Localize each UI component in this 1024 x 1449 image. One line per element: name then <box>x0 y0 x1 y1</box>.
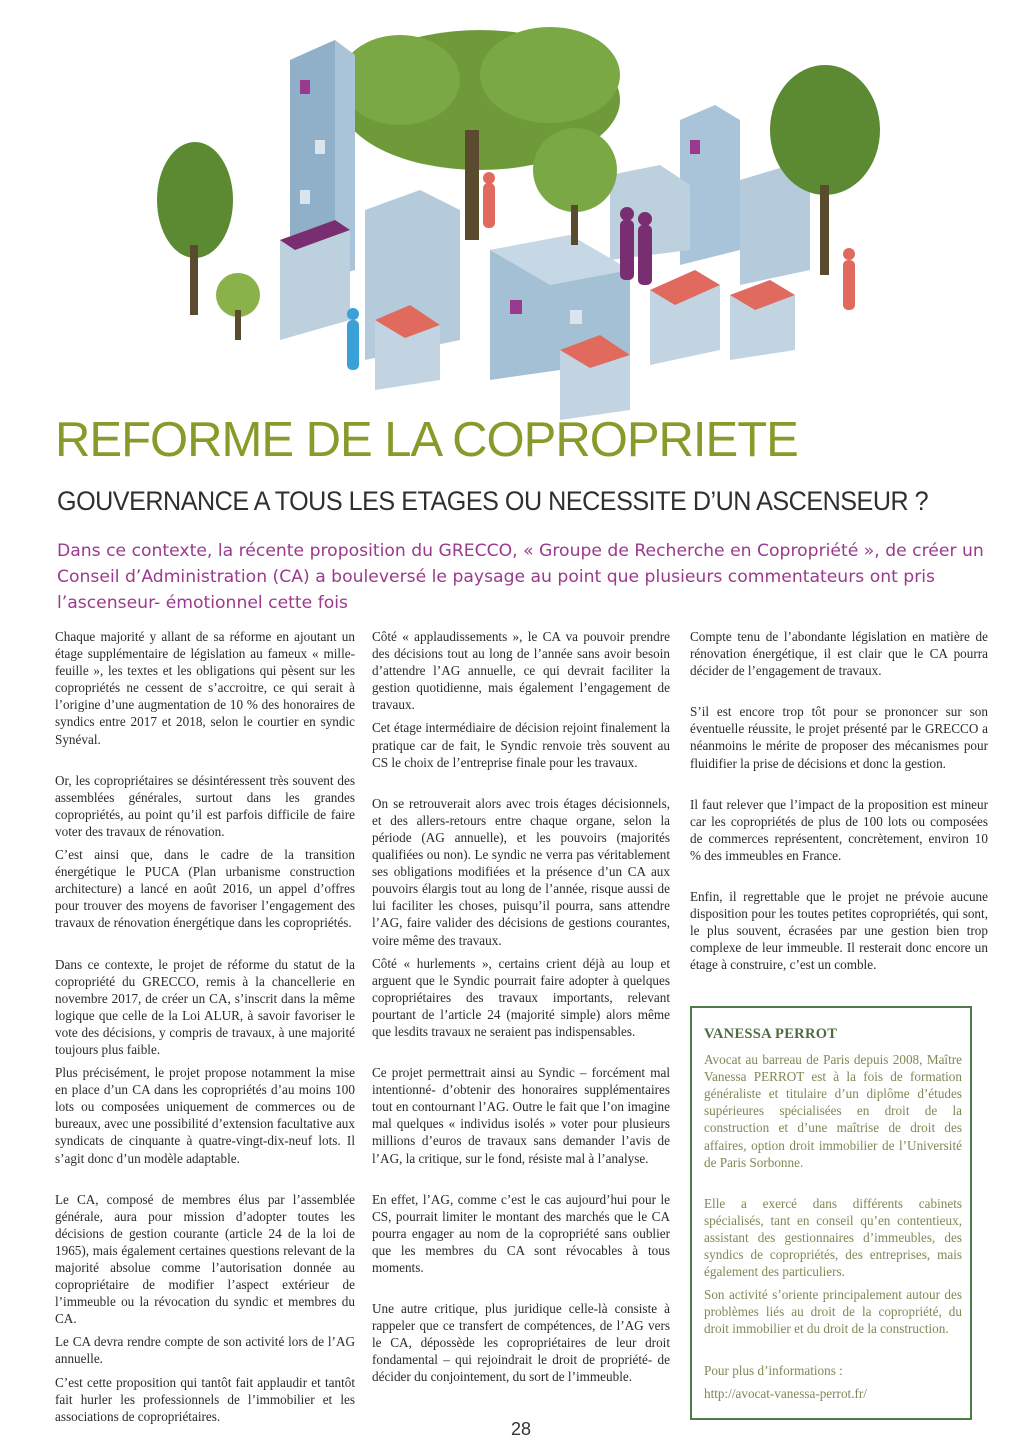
paragraph: Une autre critique, plus juridique celle-là consiste à rappeler que ce transfert de compétences, de l’AG vers le CA, dépossède les copropriétaires de leur droit fondamental – qui rejoindrait le droit de propriété- de décider du conjointement, du sort de l’immeuble. <box>372 1301 670 1385</box>
paragraph: Côté « hurlements », certains crient déjà au loup et arguent que le Syndic pourrait faire adopter à quelques copropriétaires des travaux importants, relevant pourtant de l’article 24 (majorité simple) alors même que lesdits travaux ne seraient pas indispensables. <box>372 955 670 1039</box>
paragraph: Enfin, il regrettable que le projet ne prévoie aucune disposition pour les toutes petites copropriétés, qui sont, le plus souvent, écrasées par une gestion bien trop complexe de leur immeuble. Il resterait donc encore un étage à construire, c’est un comble. <box>690 889 988 973</box>
author-name: VANESSA PERROT <box>704 1026 838 1042</box>
paragraph: Compte tenu de l’abondante législation en matière de rénovation énergétique, il est clair que le CA pourra décider de l’engagement de travaux. <box>690 629 988 679</box>
text-column-3 <box>690 628 988 974</box>
author-bio: Elle a exercé dans différents cabinets spécialisés, tant en conseil qu’en contentieux, assistant des gestionnaires d’immeubles, des syndics de copropriétés, des entreprises, mais également des particuliers. <box>704 1195 962 1280</box>
page-number: 28 <box>511 1419 532 1439</box>
paragraph: On se retrouverait alors avec trois étages décisionnels, et des allers-retours entre chaque organe, selon la période (AG annuelle), et les pouvoirs (majorités qualifiées ou non). Le syndic ne verra pas véritablement ses obligations modifiées et la présence d’un CA aux pouvoirs élargis tout au long de l’année, risque aussi de lui faciliter les choses, puisqu’il pourra, sans attendre l’AG, faire valider des décisions de gestions courantes, voire même des travaux. <box>372 795 670 948</box>
paragraph: Le CA, composé de membres élus par l’assemblée générale, aura pour mission d’adopter toutes les décisions de gestion courante (article 24 de la loi de 1965), mais également certaines questions relevant de la majorité absolue comme l’autorisation donnée au copropriétaire de modifier l’aspect extérieur de l’immeuble ou la révocation du syndic et membres du CA. <box>55 1191 355 1327</box>
paragraph: En effet, l’AG, comme c’est le cas aujourd’hui pour le CS, pourrait limiter le montant des marchés que le CA pourra engager au nom de la copropriété sans oublier que les membres du CA sont révocables à tous moments. <box>372 1191 670 1275</box>
paragraph: S’il est encore trop tôt pour se prononcer sur son éventuelle réussite, le projet présenté par le GRECCO a néanmoins le mérite de proposer des mécanismes pour fluidifier la prise de décisions et donc la gestion. <box>690 704 988 771</box>
author-bio: Avocat au barreau de Paris depuis 2008, Maître Vanessa PERROT est à la fois de formation généraliste et titulaire d’un diplôme d’études supérieures spécialisées en droit de la construction et d’une maîtrise de droit des affaires, option droit immobilier de l’Université de Paris Sorbonne. <box>704 1052 962 1170</box>
page-title: REFORME DE LA COPROPRIETE <box>55 413 798 467</box>
paragraph: Ce projet permettrait ainsi au Syndic – forcément mal intentionné- d’obtenir des honoraires supplémentaires tout en contournant l’AG. Outre le fait que l’on imagine mal quelques « individus isolés » voter pour plusieurs millions d’euros de travaux sans demander l’avis de l’AG, la critique, sur le fond, résiste mal à l’analyse. <box>372 1065 670 1166</box>
paragraph: C’est cette proposition qui tantôt fait applaudir et tantôt fait hurler les professionnels de l’immobilier et les associations de copropriétaires. <box>55 1374 355 1424</box>
author-box <box>690 1006 972 1420</box>
author-bio: Son activité s’oriente principalement autour des problèmes liés au droit de la copropriété, du droit immobilier et du droit de la construction. <box>704 1287 962 1337</box>
page-subtitle: GOUVERNANCE A TOUS LES ETAGES OU NECESSITE D’UN ASCENSEUR ? <box>57 486 929 516</box>
paragraph: Dans ce contexte, le projet de réforme du statut de la copropriété du GRECCO, remis à la chancellerie en novembre 2017, de créer un CA, s’inscrit dans la même logique que celle de la Loi ALUR, à savoir favoriser le vote des décisions, y compris de travaux, à une majorité toujours plus faible. <box>55 956 355 1057</box>
building-icon <box>280 220 350 340</box>
paragraph: Côté « applaudissements », le CA va pouvoir prendre des décisions tout au long de l’année sans avoir besoin d’attendre l’AG annuelle, ce qui devrait faciliter la gestion quotidienne, mais également l’engagement de travaux. <box>372 629 670 713</box>
author-website-link[interactable]: http://avocat-vanessa-perrot.fr/ <box>704 1385 867 1401</box>
city-illustration <box>150 20 890 420</box>
text-column-1 <box>55 628 355 1425</box>
paragraph: Plus précisément, le projet propose notamment la mise en place d’un CA dans les copropriétés d’au moins 100 lots ou composées uniquement de commerces ou de bureaux, avec une possibilité d’extension facultative aux syndicats de cinquante à quatre-vingt-dix-neuf lots. Il s’agit donc d’un modèle adaptable. <box>55 1065 355 1166</box>
tree-icon <box>157 142 260 340</box>
info-label: Pour plus d’informations : <box>704 1362 843 1378</box>
lead-paragraph: Dans ce contexte, la récente proposition du GRECCO, « Groupe de Recherche en Copropriété », de créer un Conseil d’Administration (CA) a bouleversé le paysage au point que plusieurs commentateurs ont pris l’ascenseur- émotionnel cette fois <box>57 541 984 613</box>
paragraph: Il faut relever que l’impact de la proposition est mineur car les copropriétés de plus de 100 lots ou composées de commerces représentent, concrètement, environ 10 % des immeubles en France. <box>690 796 988 863</box>
paragraph: Cet étage intermédiaire de décision rejoint finalement la pratique car de fait, le Syndic renvoie très souvent au CS le choix de l’entreprise finale pour les travaux. <box>372 720 670 770</box>
paragraph: C’est ainsi que, dans le cadre de la transition énergétique le PUCA (Plan urbanisme construction architecture) a lancé en août 2016, un appel d’offres pour trouver des moyens de favoriser l’engagement des travaux de rénovation énergétique dans les copropriétés. <box>55 847 355 931</box>
paragraph: Le CA devra rendre compte de son activité lors de l’AG annuelle. <box>55 1334 355 1367</box>
paragraph: Or, les copropriétaires se désintéressent très souvent des assemblées générales, surtout dans les grandes copropriétés, au point qu’il est parfois difficile de faire voter des travaux de rénovation. <box>55 772 355 839</box>
paragraph: Chaque majorité y allant de sa réforme en ajoutant un étage supplémentaire de législation au fameux « mille-feuille », les textes et les obligations qui pèsent sur les copropriétés ne cessent de s’accroitre, ce qui serait à l’origine d’une augmentation de 10 % des honoraires de syndics entre 2017 et 2018, selon le courtier en syndic Synéval. <box>55 629 355 747</box>
text-column-2 <box>372 628 670 1386</box>
